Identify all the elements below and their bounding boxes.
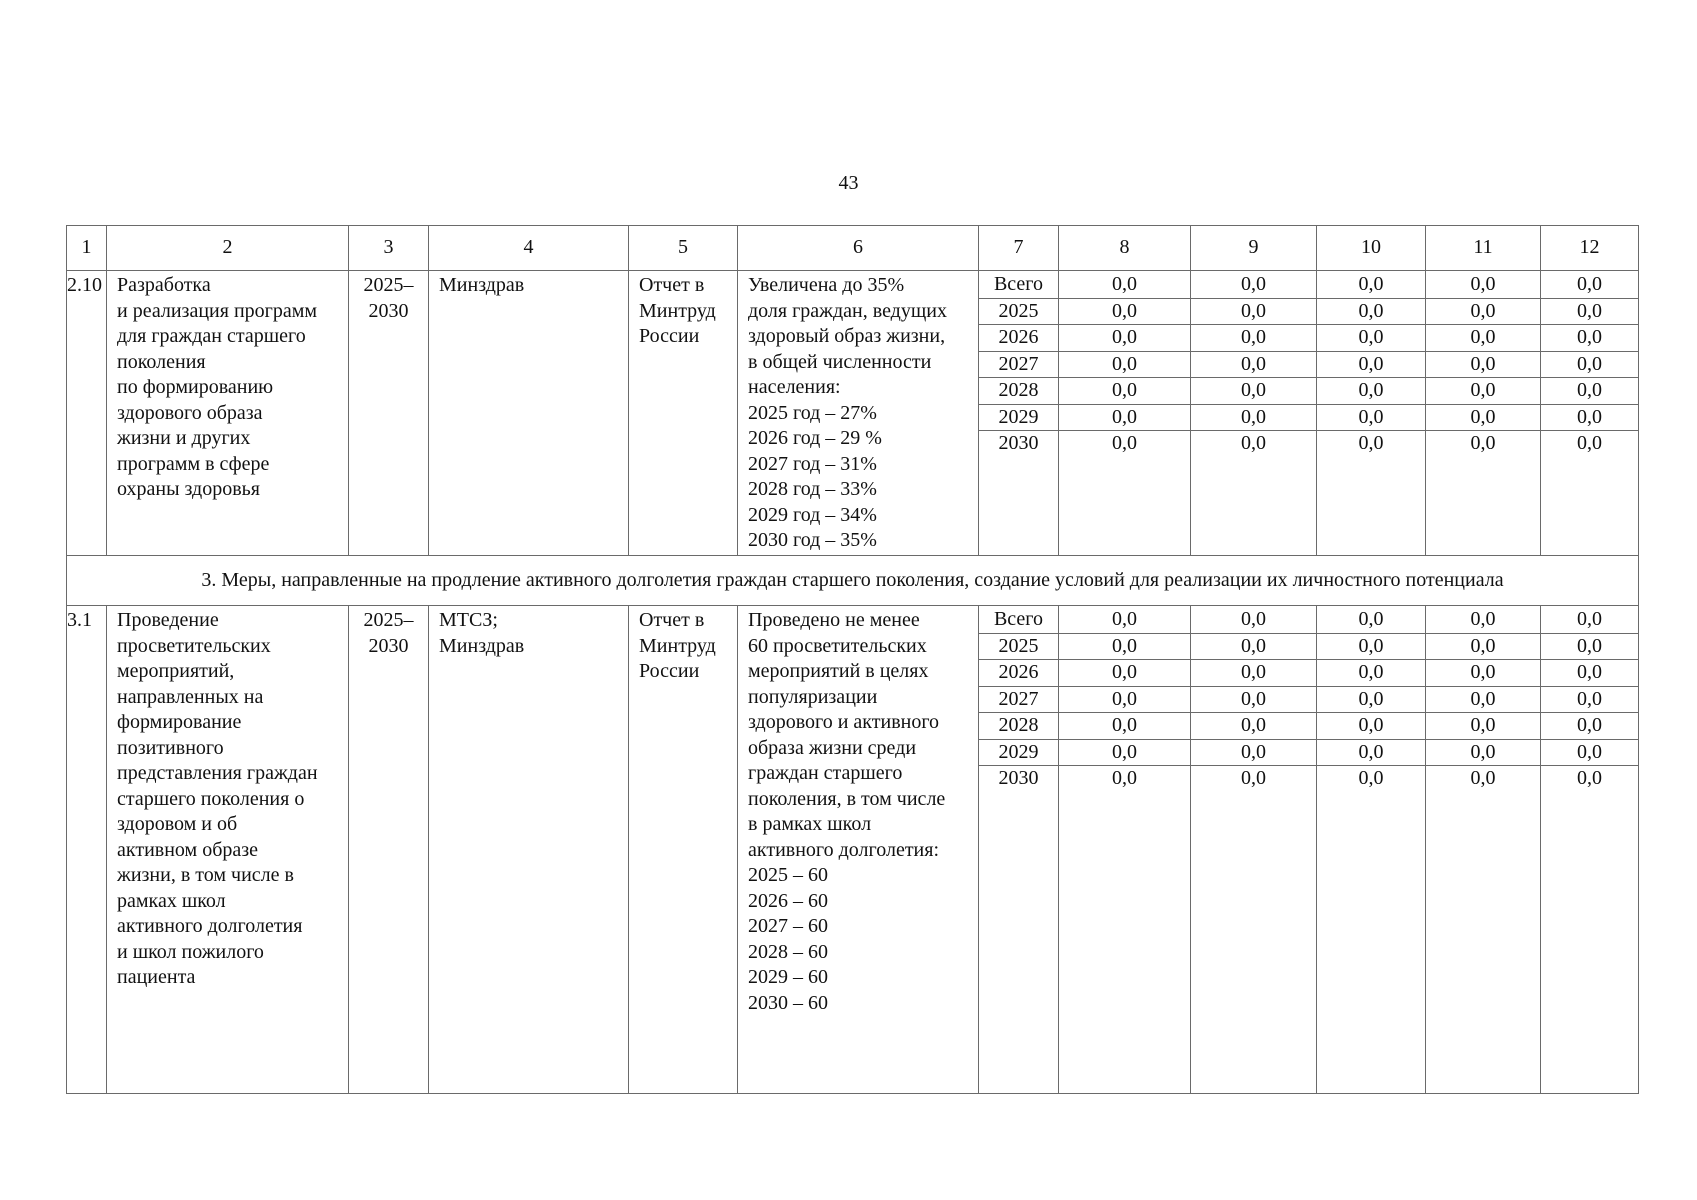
funding-value: 0,0 (1541, 607, 1638, 634)
column-header: 2 (107, 226, 349, 271)
result-line: Увеличена до 35% (748, 274, 905, 296)
funding-value: 0,0 (1577, 767, 1602, 789)
funding-value: 0,0 (1317, 740, 1425, 767)
result-line: 2027 год – 31% (748, 452, 877, 475)
funding-value: 0,0 (1059, 272, 1190, 299)
measure-line: активного долголетия (117, 915, 303, 937)
result-line: в рамках школ (748, 813, 872, 835)
column-header: 5 (629, 226, 738, 271)
page-number: 43 (838, 172, 859, 194)
funding-value: 0,0 (1426, 272, 1540, 299)
executor-cell (429, 271, 629, 556)
measure-line: представления граждан (117, 762, 318, 784)
executor-cell (429, 606, 629, 1094)
funding-value: 0,0 (1426, 325, 1540, 352)
report-line: России (639, 660, 700, 682)
measure-line: здорового образа (117, 401, 263, 424)
funding-value: 0,0 (1191, 378, 1316, 405)
column-header: 11 (1426, 226, 1541, 271)
funding-value: 0,0 (1317, 634, 1425, 661)
executor-line: МТСЗ; (439, 609, 498, 631)
funding-value: 0,0 (1317, 713, 1425, 740)
funding-value: 0,0 (1541, 660, 1638, 687)
funding-value: 0,0 (1317, 660, 1425, 687)
measure-cell (107, 271, 349, 556)
report-line: Отчет в (639, 609, 705, 631)
funding-value: 0,0 (1541, 352, 1638, 379)
funding-value: 0,0 (1059, 607, 1190, 634)
funding-value: 0,0 (1426, 607, 1540, 634)
funding-value: 0,0 (1317, 378, 1425, 405)
funding-value: 0,0 (1059, 299, 1190, 326)
result-line: мероприятий в целях (748, 660, 929, 682)
measure-line: жизни, в том числе в (117, 864, 294, 886)
year-label: 2029 (979, 740, 1058, 767)
funding-col-10-cell (1317, 271, 1426, 556)
year-label: 2025 (979, 299, 1058, 326)
funding-value: 0,0 (1426, 634, 1540, 661)
funding-value: 0,0 (1059, 687, 1190, 714)
year-label: 2027 (979, 352, 1058, 379)
funding-value: 0,0 (1541, 687, 1638, 714)
funding-value: 0,0 (1059, 634, 1190, 661)
funding-value: 0,0 (1317, 272, 1425, 299)
result-line: 2026 – 60 (748, 889, 828, 912)
funding-value: 0,0 (1426, 740, 1540, 767)
measure-line: и школ пожилого (117, 940, 264, 963)
period-line: 2025– (363, 274, 414, 296)
funding-value: 0,0 (1191, 352, 1316, 379)
funding-value: 0,0 (1191, 272, 1316, 299)
year-label: 2025 (979, 634, 1058, 661)
funding-value: 0,0 (1059, 378, 1190, 405)
report-cell (629, 271, 738, 556)
funding-value: 0,0 (1426, 299, 1540, 326)
funding-value: 0,0 (1426, 378, 1540, 405)
funding-value: 0,0 (1191, 299, 1316, 326)
funding-value: 0,0 (1059, 325, 1190, 352)
funding-value: 0,0 (1241, 767, 1266, 789)
result-line: 2027 – 60 (748, 915, 828, 937)
year-label: 2026 (979, 660, 1058, 687)
funding-value: 0,0 (1191, 660, 1316, 687)
period-line: 2030 (368, 634, 409, 657)
funding-value: 0,0 (1426, 352, 1540, 379)
measure-line: активном образе (117, 838, 259, 861)
result-line: в общей численности (748, 350, 932, 373)
column-header: 10 (1317, 226, 1426, 271)
result-line: 2026 год – 29 % (748, 427, 882, 449)
executor-line: Минздрав (439, 634, 525, 657)
funding-value: 0,0 (1426, 687, 1540, 714)
period-cell (349, 606, 429, 1094)
years-cell (979, 606, 1059, 1094)
result-line: граждан старшего (748, 762, 903, 784)
result-cell (738, 606, 979, 1094)
result-line: Проведено не менее (748, 609, 920, 631)
funding-value: 0,0 (1191, 687, 1316, 714)
funding-value: 0,0 (1541, 713, 1638, 740)
year-label: 2029 (979, 405, 1058, 432)
measure-line: позитивного (117, 736, 224, 759)
column-header: 4 (429, 226, 629, 271)
funding-col-8-cell (1059, 606, 1191, 1094)
measure-line: охраны здоровья (117, 478, 260, 500)
report-line: России (639, 325, 700, 347)
funding-value: 0,0 (1317, 405, 1425, 432)
result-line: здоровый образ жизни, (748, 325, 946, 347)
row-number: 2.10 (67, 271, 107, 556)
measure-line: рамках школ (117, 889, 226, 912)
section-title: 3. Меры, направленные на продление активного долголетия граждан старшего поколения, создание условий для реализации их личностного потенциала (67, 556, 1639, 606)
funding-value: 0,0 (1541, 740, 1638, 767)
measure-line: поколения (117, 350, 206, 373)
measure-cell (107, 606, 349, 1094)
measure-line: направленных на (117, 685, 264, 708)
result-line: доля граждан, ведущих (748, 299, 947, 322)
column-header: 3 (349, 226, 429, 271)
result-line: здорового и активного (748, 711, 940, 733)
funding-value: 0,0 (1541, 405, 1638, 432)
result-line: 2030 год – 35% (748, 529, 877, 551)
measure-line: старшего поколения о (117, 787, 305, 810)
funding-value: 0,0 (1191, 607, 1316, 634)
funding-value: 0,0 (1191, 713, 1316, 740)
period-cell (349, 271, 429, 556)
result-line: 2025 – 60 (748, 864, 828, 886)
measures-table (66, 225, 1639, 1094)
funding-value: 0,0 (1541, 299, 1638, 326)
result-line: 2030 – 60 (748, 991, 828, 1014)
period-line: 2025– (363, 609, 414, 631)
funding-value: 0,0 (1541, 634, 1638, 661)
year-label: 2030 (998, 767, 1039, 789)
measure-line: Разработка (117, 274, 211, 296)
result-cell (738, 271, 979, 556)
funding-value: 0,0 (1426, 405, 1540, 432)
measure-line: здоровом и об (117, 813, 238, 835)
measure-line: по формированию (117, 376, 274, 398)
funding-value: 0,0 (1191, 325, 1316, 352)
result-line: 2029 год – 34% (748, 503, 877, 526)
funding-value: 0,0 (1577, 432, 1602, 454)
funding-col-8-cell (1059, 271, 1191, 556)
year-label: 2028 (979, 378, 1058, 405)
measure-line: Проведение (117, 609, 219, 631)
funding-value: 0,0 (1358, 767, 1384, 789)
funding-col-12-cell (1541, 271, 1639, 556)
column-header: 1 (67, 226, 107, 271)
measure-line: просветительских (117, 634, 271, 657)
measure-line: для граждан старшего (117, 325, 306, 347)
result-line: образа жизни среди (748, 736, 917, 759)
report-cell (629, 606, 738, 1094)
section-row (67, 556, 1639, 606)
funding-value: 0,0 (1470, 767, 1496, 789)
column-header: 12 (1541, 226, 1639, 271)
funding-value: 0,0 (1191, 405, 1316, 432)
funding-value: 0,0 (1112, 432, 1137, 454)
funding-value: 0,0 (1191, 634, 1316, 661)
year-label: 2026 (979, 325, 1058, 352)
funding-col-11-cell (1426, 271, 1541, 556)
measure-line: пациента (117, 966, 196, 988)
funding-value: 0,0 (1541, 378, 1638, 405)
funding-value: 0,0 (1059, 740, 1190, 767)
result-line: 2028 – 60 (748, 940, 828, 963)
column-header: 8 (1059, 226, 1191, 271)
column-header: 7 (979, 226, 1059, 271)
measure-line: жизни и других (117, 427, 251, 449)
funding-value: 0,0 (1317, 325, 1425, 352)
column-header: 9 (1191, 226, 1317, 271)
result-line: популяризации (748, 685, 878, 708)
year-label: 2027 (979, 687, 1058, 714)
year-label: Всего (979, 607, 1058, 634)
funding-value: 0,0 (1059, 352, 1190, 379)
result-line: поколения, в том числе (748, 787, 946, 810)
funding-value: 0,0 (1541, 325, 1638, 352)
funding-value: 0,0 (1317, 687, 1425, 714)
funding-value: 0,0 (1470, 432, 1496, 454)
measure-line: программ в сфере (117, 452, 270, 475)
funding-col-12-cell (1541, 606, 1639, 1094)
table-header-row (67, 226, 1639, 271)
funding-col-11-cell (1426, 606, 1541, 1094)
funding-col-9-cell (1191, 271, 1317, 556)
measure-line: и реализация программ (117, 299, 318, 322)
year-label: Всего (979, 272, 1058, 299)
funding-value: 0,0 (1112, 767, 1137, 789)
funding-value: 0,0 (1059, 405, 1190, 432)
year-label: 2028 (979, 713, 1058, 740)
funding-value: 0,0 (1059, 660, 1190, 687)
funding-value: 0,0 (1426, 713, 1540, 740)
table-row (67, 271, 1639, 556)
result-line: активного долголетия: (748, 838, 940, 861)
funding-col-10-cell (1317, 606, 1426, 1094)
measure-line: мероприятий, (117, 660, 235, 682)
result-line: 2025 год – 27% (748, 401, 877, 424)
report-line: Отчет в (639, 274, 705, 296)
funding-value: 0,0 (1317, 352, 1425, 379)
funding-value: 0,0 (1241, 432, 1266, 454)
report-line: Минтруд (639, 299, 716, 322)
years-cell (979, 271, 1059, 556)
year-label: 2030 (998, 432, 1039, 454)
result-line: 60 просветительских (748, 634, 927, 657)
funding-col-9-cell (1191, 606, 1317, 1094)
funding-value: 0,0 (1191, 740, 1316, 767)
funding-value: 0,0 (1317, 607, 1425, 634)
funding-value: 0,0 (1317, 299, 1425, 326)
result-line: 2028 год – 33% (748, 478, 877, 500)
row-number: 3.1 (67, 606, 107, 1094)
measure-line: формирование (117, 711, 242, 733)
funding-value: 0,0 (1358, 432, 1384, 454)
result-line: 2029 – 60 (748, 966, 828, 988)
funding-value: 0,0 (1541, 272, 1638, 299)
report-line: Минтруд (639, 634, 716, 657)
funding-value: 0,0 (1059, 713, 1190, 740)
period-line: 2030 (368, 299, 409, 322)
column-header: 6 (738, 226, 979, 271)
executor-line: Минздрав (439, 274, 525, 296)
table-row (67, 606, 1639, 1094)
result-line: населения: (748, 376, 841, 398)
funding-value: 0,0 (1426, 660, 1540, 687)
